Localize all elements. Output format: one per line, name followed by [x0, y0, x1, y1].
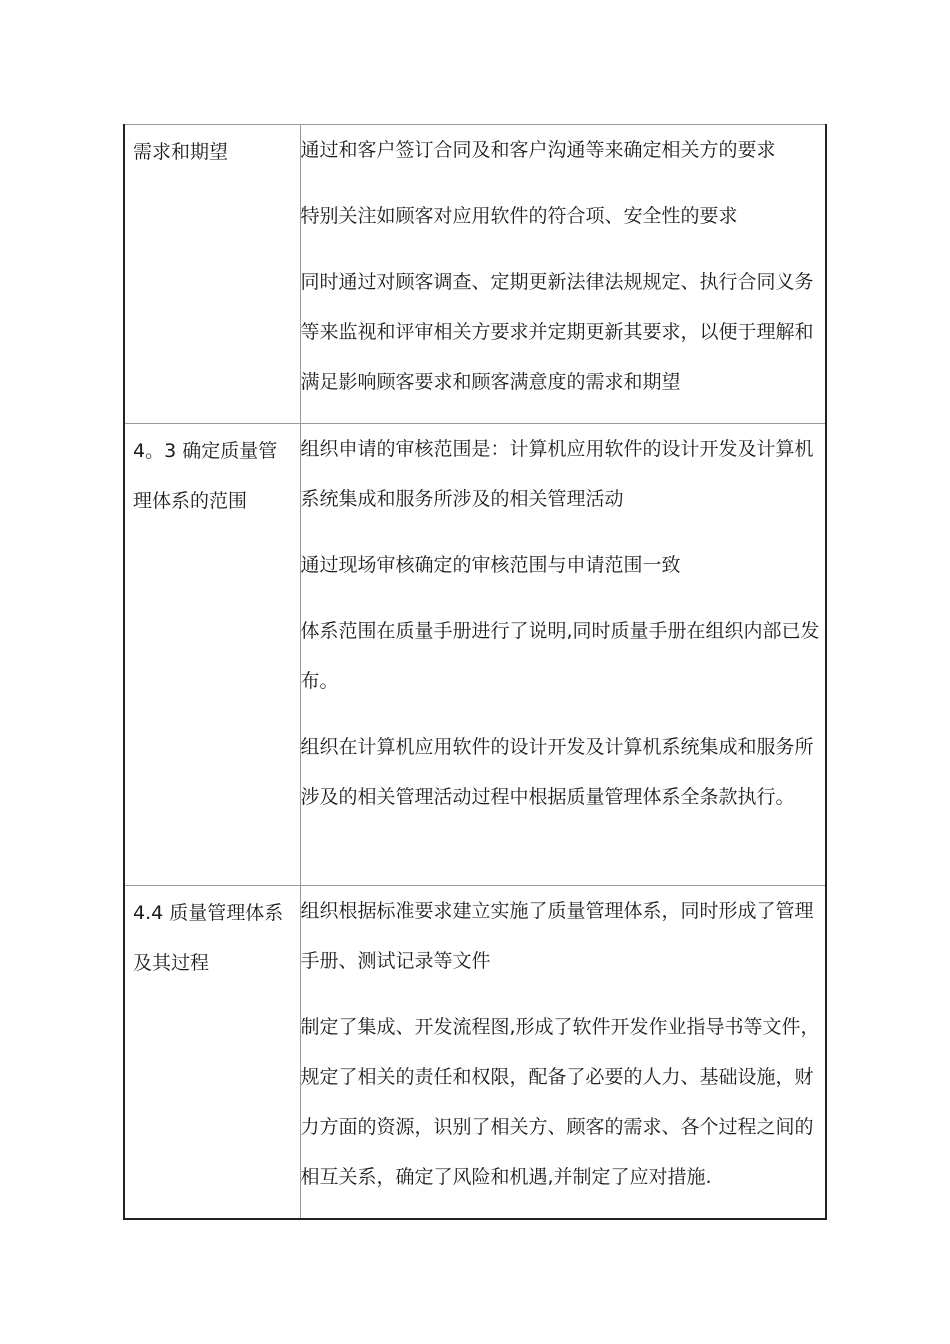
clause-label: 需求和期望: [133, 141, 229, 163]
content-cell: [300, 424, 826, 886]
content-cell: [300, 886, 826, 1220]
table-row: [124, 424, 826, 886]
content-paragraph: 特别关注如顾客对应用软件的符合项、安全性的要求: [300, 205, 738, 227]
content-paragraph: 通过现场审核确定的审核范围与申请范围一致: [300, 554, 681, 576]
audit-table: [123, 124, 827, 1220]
content-paragraph: 体系范围在质量手册进行了说明,同时质量手册在组织内部已发布。: [300, 620, 820, 692]
clause-cell: [124, 886, 300, 1220]
clause-label: 4.4 质量管理体系及其过程: [133, 902, 284, 974]
clause-cell: [124, 424, 300, 886]
content-paragraph: 组织根据标准要求建立实施了质量管理体系，同时形成了管理手册、测试记录等文件: [300, 900, 814, 972]
table-row: [124, 886, 826, 1220]
content-paragraph: 同时通过对顾客调查、定期更新法律法规规定、执行合同义务等来监视和评审相关方要求并定期更新其要求，以便于理解和满足影响顾客要求和顾客满意度的需求和期望: [300, 271, 814, 393]
content-cell: [300, 125, 826, 424]
content-paragraph: 制定了集成、开发流程图,形成了软件开发作业指导书等文件，规定了相关的责任和权限，配备了必要的人力、基础设施，财力方面的资源，识别了相关方、顾客的需求、各个过程之间的相互关系，确定了风险和机遇,并制定了应对措施.: [300, 1016, 820, 1188]
content-paragraph: 通过和客户签订合同及和客户沟通等来确定相关方的要求: [300, 139, 776, 161]
content-paragraph: 组织申请的审核范围是：计算机应用软件的设计开发及计算机系统集成和服务所涉及的相关管理活动: [300, 438, 814, 510]
clause-cell: [124, 125, 300, 424]
content-paragraph: 组织在计算机应用软件的设计开发及计算机系统集成和服务所涉及的相关管理活动过程中根据质量管理体系全条款执行。: [300, 736, 814, 808]
clause-label: 4。3 确定质量管理体系的范围: [133, 440, 278, 512]
table-row: [124, 125, 826, 424]
